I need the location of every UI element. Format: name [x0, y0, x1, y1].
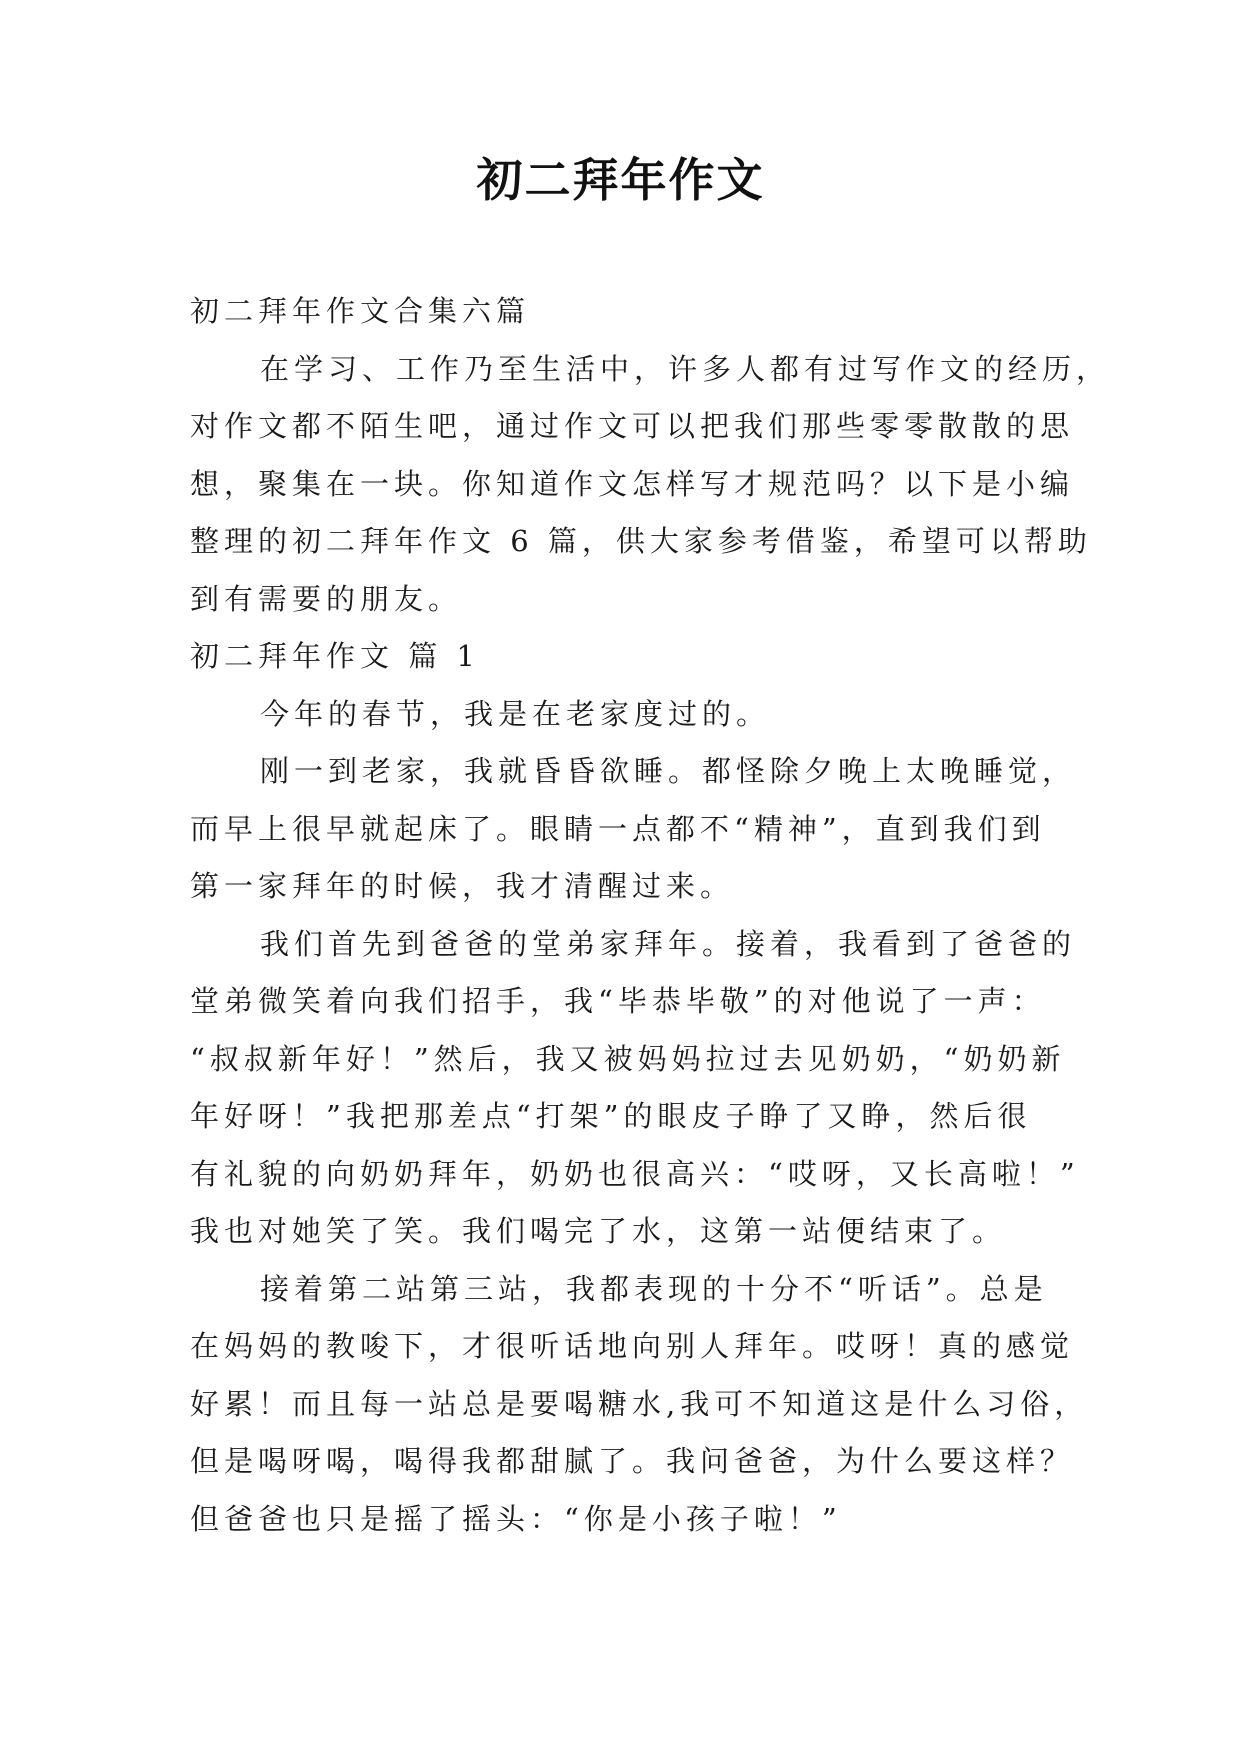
document-body [190, 283, 1111, 1548]
text-line: 第一家拜年的时候，我才清醒过来。 [190, 869, 735, 903]
text-line: 我们首先到爸爸的堂弟家拜年。接着，我看到了爸爸的 [260, 926, 1077, 961]
text-line: 在学习、工作乃至生活中，许多人都有过写作文的经历， [260, 351, 1111, 386]
text-line: 今年的春节，我是在老家度过的。 [260, 696, 771, 731]
text-line: 堂弟微笑着向我们招手，我“毕恭毕敬”的对他说了一声： [190, 984, 1046, 1018]
text-line: 有礼貌的向奶奶拜年，奶奶也很高兴：“哎呀，又长高啦！” [190, 1156, 1080, 1191]
text-line: 但是喝呀喝，喝得我都甜腻了。我问爸爸，为什么要这样？ [190, 1444, 1075, 1478]
text-line: 在妈妈的教唆下，才很听话地向别人拜年。哎呀！真的感觉 [190, 1329, 1075, 1363]
text-line: 但爸爸也只是摇了摇头：“你是小孩子啦！” [190, 1501, 842, 1536]
text-line: 初二拜年作文合集六篇 [190, 294, 531, 328]
text-line: 接着第二站第三站，我都表现的十分不“听话”。总是 [260, 1271, 1048, 1306]
text-line: 好累！而且每一站总是要喝糖水,我可不知道这是什么习俗， [190, 1386, 1089, 1421]
text-line: 想，聚集在一块。你知道作文怎样写才规范吗？以下是小编 [190, 466, 1075, 501]
document-title: 初二拜年作文 [476, 153, 765, 207]
text-line: 刚一到老家，我就昏昏欲睡。都怪除夕晚上太晚睡觉， [260, 754, 1077, 788]
text-line: 我也对她笑了笑。我们喝完了水，这第一站便结束了。 [190, 1214, 1007, 1248]
text-line: “叔叔新年好！”然后，我又被妈妈拉过去见奶奶，“奶奶新 [190, 1041, 1066, 1076]
text-line: 到有需要的朋友。 [190, 581, 463, 616]
text-line: 初二拜年作文 篇 1 [190, 639, 480, 673]
text-line: 而早上很早就起床了。眼睛一点都不“精神”，直到我们到 [190, 811, 1046, 846]
text-line: 年好呀！”我把那差点“打架”的眼皮子睁了又睁，然后很 [190, 1099, 1032, 1133]
text-line: 对作文都不陌生吧，通过作文可以把我们那些零零散散的思 [190, 409, 1075, 443]
text-line: 整理的初二拜年作文 6 篇，供大家参考借鉴，希望可以帮助 [190, 524, 1092, 558]
